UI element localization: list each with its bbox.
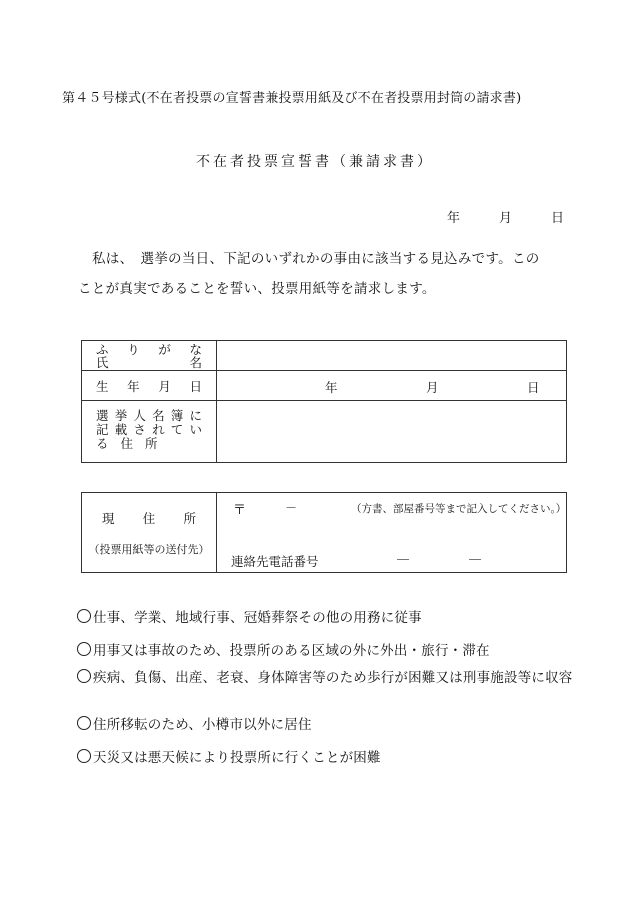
birth-day-label: 日: [527, 380, 540, 395]
reason-checkbox-circle[interactable]: [77, 669, 91, 683]
reason-checkbox-circle[interactable]: [77, 609, 91, 623]
furigana-label: ふ り が な: [96, 342, 202, 357]
current-address-field[interactable]: [217, 493, 567, 573]
date-month-label: 月: [499, 211, 513, 226]
address-instruction-note: （方書、部屋番号等まで記入してください。）: [351, 503, 567, 515]
reason-item-weather[interactable]: 天災又は悪天候により投票所に行くことが困難: [77, 746, 381, 766]
reason-item-illness[interactable]: 疾病、負傷、出産、老衰、身体障害等のため歩行が困難又は刑事施設等に収容: [77, 666, 587, 690]
reason-item-relocation[interactable]: 住所移転のため、小樽市以外に居住: [77, 713, 312, 733]
name-row: [82, 341, 567, 371]
postal-code-dash: －: [285, 501, 298, 515]
registry-address-row: [82, 401, 567, 463]
form-number-heading: 第４５号様式(不在者投票の宣誓書兼投票用紙及び不在者投票用封筒の請求書): [62, 91, 522, 106]
reason-checkbox-circle[interactable]: [77, 749, 91, 763]
current-address-label: 現 住 所: [102, 510, 196, 526]
current-address-table: [81, 492, 567, 573]
current-address-note: （投票用紙等の送付先）: [88, 542, 210, 556]
declaration-text: [78, 244, 570, 304]
birthdate-row: [82, 371, 567, 401]
declaration-line-2: ことが真実であることを誓い、投票用紙等を請求します。: [78, 281, 436, 297]
current-address-label-cell: [82, 493, 217, 573]
registry-address-field[interactable]: [217, 401, 567, 463]
date-year-label: 年: [447, 211, 461, 226]
registry-label-line-3: る 住 所: [96, 436, 158, 451]
current-address-row: [82, 493, 567, 573]
birth-year-label: 年: [325, 380, 338, 395]
phone-dash-1: ―: [397, 552, 409, 566]
reason-checkbox-circle[interactable]: [77, 716, 91, 730]
phone-dash-2: ―: [469, 552, 481, 566]
name-label: 氏 名: [96, 355, 202, 370]
birthdate-label: 生 年 月 日: [96, 378, 202, 394]
reason-item-travel[interactable]: 用事又は事故のため、投票所のある区域の外に外出・旅行・滞在: [77, 639, 490, 659]
postal-mark: 〒: [233, 503, 247, 518]
reason-checkbox-circle[interactable]: [77, 642, 91, 656]
birth-month-label: 月: [426, 380, 439, 395]
name-field[interactable]: [217, 341, 567, 371]
birthdate-label-cell: [82, 371, 217, 401]
date-day-label: 日: [551, 211, 565, 226]
registry-label-line-1: 選 挙 人 名 簿 に: [96, 408, 202, 423]
voter-info-table: [81, 340, 567, 463]
name-label-cell: [82, 341, 217, 371]
registry-label-line-2: 記 載 さ れ て い: [96, 422, 202, 437]
registry-address-label-cell: [82, 401, 217, 463]
document-title: 不在者投票宣誓書（兼請求書）: [196, 154, 434, 170]
declaration-line-1: 私は、 選挙の当日、下記のいずれかの事由に該当する見込みです。この: [92, 251, 540, 267]
phone-number-label: 連絡先電話番号: [231, 554, 319, 569]
birthdate-field[interactable]: [217, 371, 567, 401]
reason-item-work[interactable]: 仕事、学業、地域行事、冠婚葬祭その他の用務に従事: [77, 606, 422, 626]
